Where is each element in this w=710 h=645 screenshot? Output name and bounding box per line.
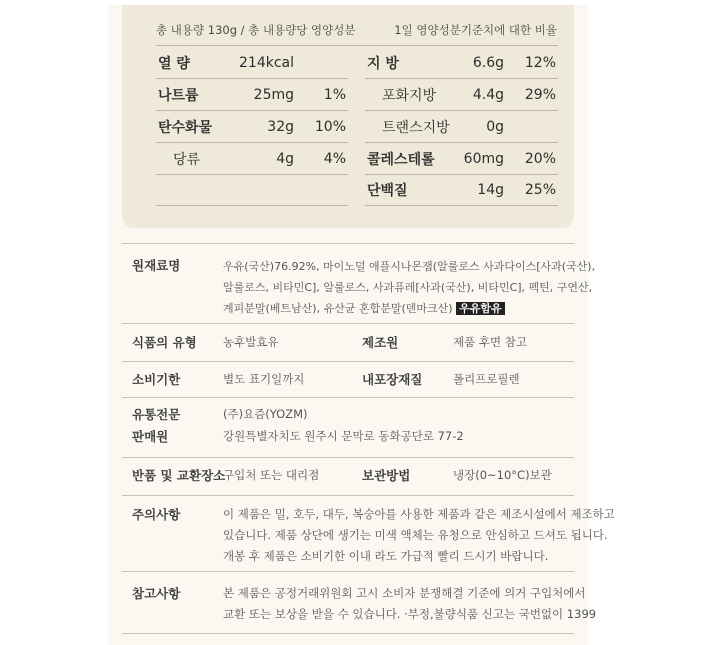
nutrient-protein-name: 단백질 [367,183,408,199]
row-caution [122,495,615,571]
nutrient-protein-amount: 14g [477,182,504,198]
caution-line-2: 있습니다. 제품 상단에 생기는 미색 액체는 유청으로 안심하고 드셔도 됩니다. [223,528,608,542]
nutrient-carbs-name: 탄수화물 [158,120,213,136]
nutrient-satfat-amount: 4.4g [472,87,504,103]
nutrient-sugars-amount: 4g [276,151,294,167]
caution-line-3: 개봉 후 제품은 소비기한 이내 라도 가급적 빨리 드시기 바랍니다. [223,549,549,563]
seller-address: 강원특별자치도 원주시 문막로 동화공단로 77-2 [223,429,464,443]
packaging-value: 폴리프로필렌 [453,372,520,386]
nutrient-sugars-percent: 4% [323,151,346,167]
nutrient-sodium-percent: 1% [323,87,346,103]
caution-line-1: 이 제품은 밀, 호두, 대두, 복숭아를 사용한 제품과 같은 제조시설에서 제조하고 [223,507,615,521]
nutrient-cholesterol-name: 콜레스테롤 [367,152,435,168]
expiry-label: 소비기한 [132,372,181,387]
row-return [122,457,574,495]
nutrient-satfat-name: 포화지방 [382,88,437,104]
nutrient-fat-name: 지 방 [367,56,399,72]
storage-value: 냉장(0~10°C)보관 [453,468,552,482]
nutrient-transfat-name: 트랜스지방 [382,120,450,136]
row-note [122,571,597,634]
row-expiry [122,361,574,397]
nutrient-sodium-amount: 25mg [253,87,294,103]
note-line-1: 본 제품은 공정거래위원회 고시 소비자 분쟁해결 기준에 의거 구입처에서 [223,586,586,600]
seller-label-1: 유통전문 [132,407,181,422]
seller-name: (주)요즘(YOZM) [223,407,308,421]
packaging-label: 내포장재질 [362,372,423,387]
nutrient-sodium-name: 나트륨 [158,88,199,104]
nutrition-header-right: 1일 영양성분기준치에 대한 비율 [394,23,557,37]
ingredients-line-2: 알룰로스, 비타민C], 알룰로스, 사과퓨레[사과(국산), 비타민C], 펙틴, 구연산, [223,281,593,294]
nutrient-fat-amount: 6.6g [472,55,504,71]
expiry-value: 별도 표기일까지 [223,372,305,386]
manufacturer-value: 제품 후면 참고 [453,335,527,349]
nutrition-divider [156,45,558,46]
note-line-2: 교환 또는 보상을 받을 수 있습니다. ·부정,불량식품 신고는 국번없이 1399 [223,607,597,621]
return-value: 구입처 또는 대리점 [223,468,320,482]
nutrient-carbs-percent: 10% [314,119,346,135]
return-label: 반품 및 교환장소 [132,468,226,483]
nutrient-calories-amount: 214kcal [239,55,294,71]
row-ingredients [122,243,596,323]
nutrient-cholesterol-amount: 60mg [463,151,504,167]
allergen-badge: 우유함유 [456,302,505,315]
row-seller [122,397,574,457]
food-type-value: 농후발효유 [223,335,279,349]
seller-label-2: 판매원 [132,429,169,444]
ingredients-line-1: 우유(국산)76.92%, 마이노덜 애플시나몬잼(알룰로스 사과다이스[사과(국산), [223,260,596,273]
nutrient-carbs-amount: 32g [267,119,294,135]
nutrient-sugars-name: 당류 [173,152,201,168]
manufacturer-label: 제조원 [362,335,399,350]
note-label: 참고사항 [132,586,181,601]
caution-label: 주의사항 [132,507,181,522]
food-type-label: 식품의 유형 [132,335,197,350]
nutrient-transfat-amount: 0g [486,119,504,135]
nutrition-panel [122,5,574,228]
nutrient-fat-percent: 12% [524,55,556,71]
ingredients-label: 원재료명 [132,258,181,273]
nutrient-cholesterol-percent: 20% [524,151,556,167]
nutrition-header-left: 총 내용량 130g / 총 내용량당 영양성분 [156,23,356,37]
ingredients-line-3: 계피분말(베트남산), 유산균 혼합분말(덴마크산) 우유함유 [223,298,505,319]
nutrient-protein-percent: 25% [524,182,556,198]
row-food-type [122,323,574,361]
nutrient-calories-name: 열 량 [158,56,190,72]
storage-label: 보관방법 [362,468,411,483]
nutrient-satfat-percent: 29% [524,87,556,103]
